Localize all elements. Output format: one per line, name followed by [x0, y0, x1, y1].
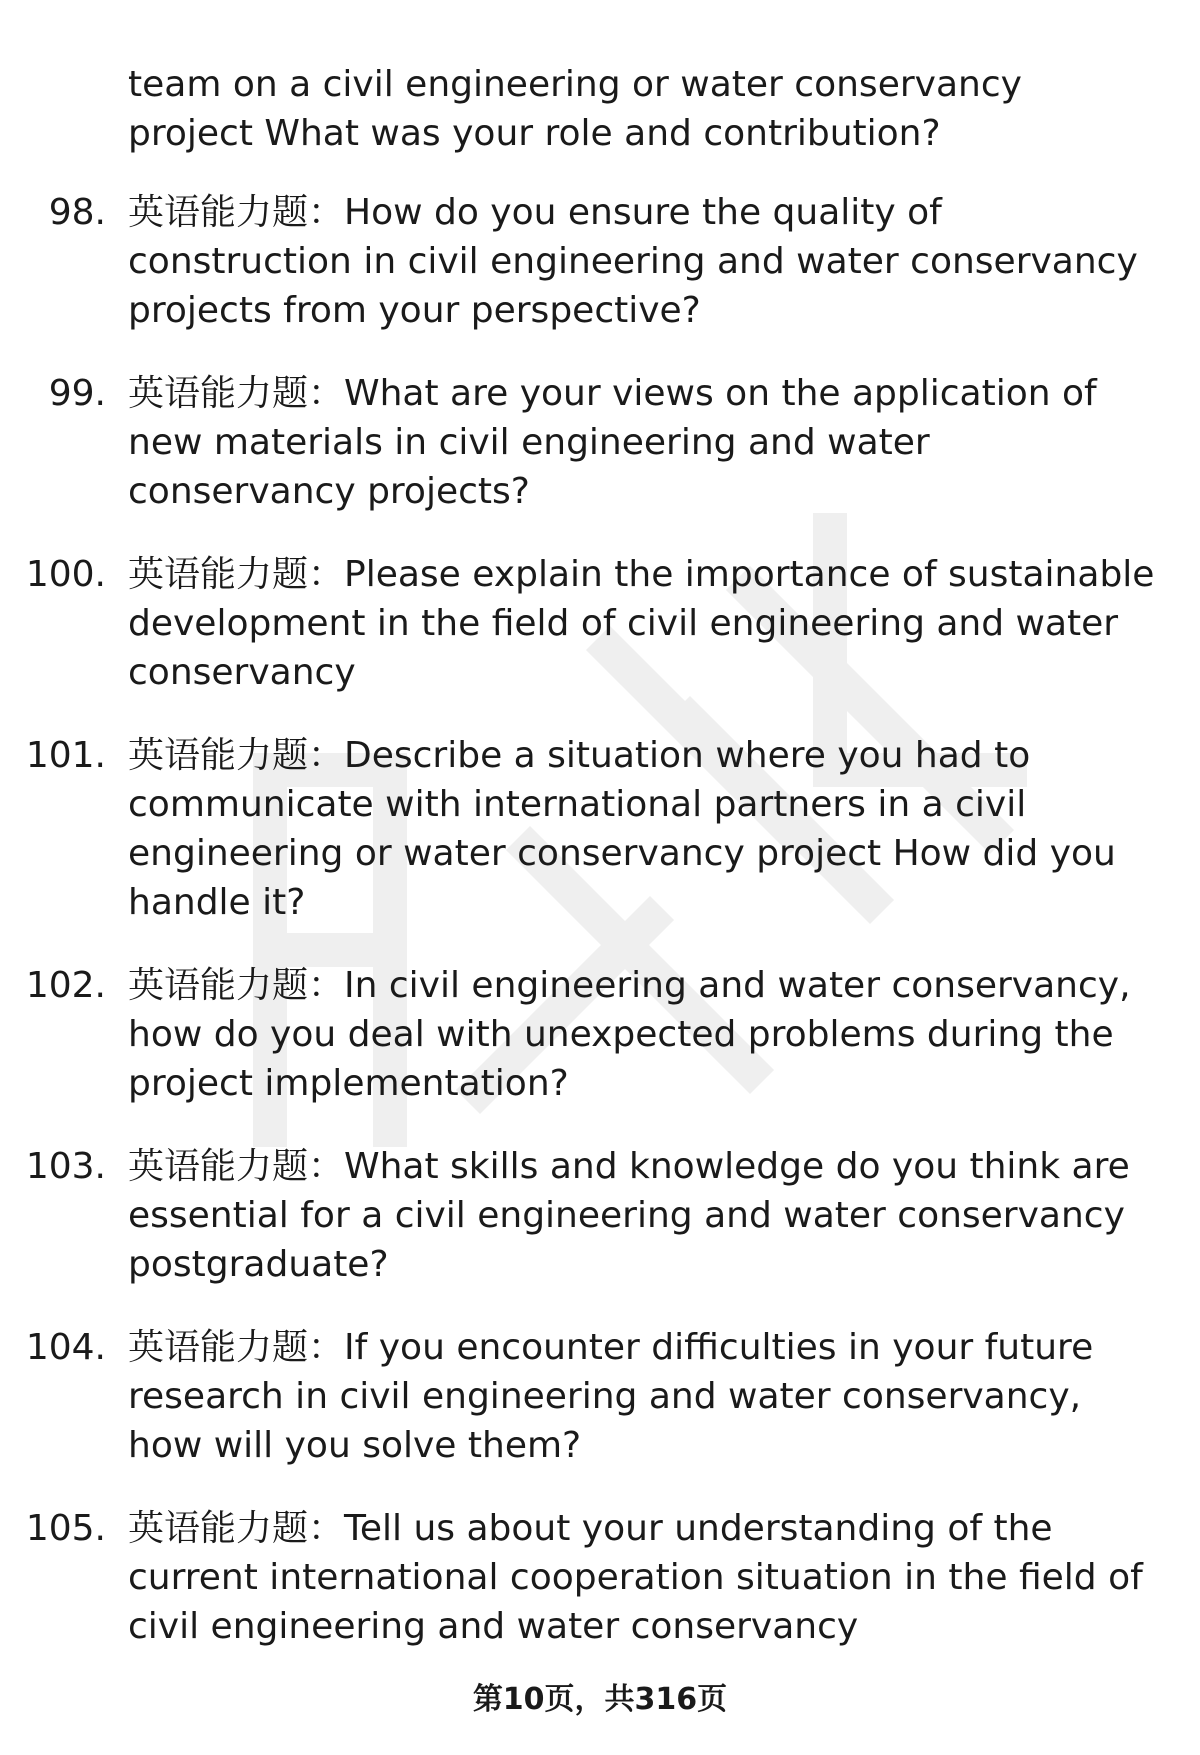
question-item [0, 731, 1200, 927]
question-item [0, 1323, 1200, 1470]
question-list [0, 188, 1200, 1685]
question-number: 99. [48, 373, 106, 414]
question-item [0, 961, 1200, 1108]
question-item [0, 1504, 1200, 1651]
continued-question-text: team on a civil engineering or water conservancy project What was your role and contribution? [128, 64, 1022, 154]
question-text: 英语能力题：Tell us about your understanding of the current international cooperation situation in the field of civil engineering and water conservancy [128, 1508, 1143, 1647]
question-number: 101. [25, 735, 106, 776]
question-number: 100. [25, 554, 106, 595]
question-number: 98. [48, 192, 106, 233]
question-item [0, 188, 1200, 335]
question-text: 英语能力题：How do you ensure the quality of construction in civil engineering and water conservancy projects from your perspective? [128, 192, 1138, 331]
question-text: 英语能力题：In civil engineering and water conservancy, how do you deal with unexpected problems during the project implementation? [128, 965, 1131, 1104]
question-item [0, 369, 1200, 516]
question-number: 105. [25, 1508, 106, 1549]
question-number: 103. [25, 1146, 106, 1187]
question-number: 102. [25, 965, 106, 1006]
question-text: 英语能力题：What skills and knowledge do you think are essential for a civil engineering and water conservancy postgraduate? [128, 1146, 1130, 1285]
question-text: 英语能力题：If you encounter difficulties in your future research in civil engineering and water conservancy, how will you solve them? [128, 1327, 1094, 1466]
question-number: 104. [25, 1327, 106, 1368]
page-number-footer: 第10页，共316页 [472, 1682, 728, 1717]
question-text: 英语能力题：Describe a situation where you had to communicate with international partners in a civil engineering or water conservancy project How did you handle it? [128, 735, 1116, 923]
question-item [0, 1142, 1200, 1289]
question-text: 英语能力题：What are your views on the application of new materials in civil engineering and water conservancy projects? [128, 373, 1097, 512]
question-item [0, 550, 1200, 697]
question-text: 英语能力题：Please explain the importance of sustainable development in the field of civil engineering and water conservancy [128, 554, 1155, 693]
